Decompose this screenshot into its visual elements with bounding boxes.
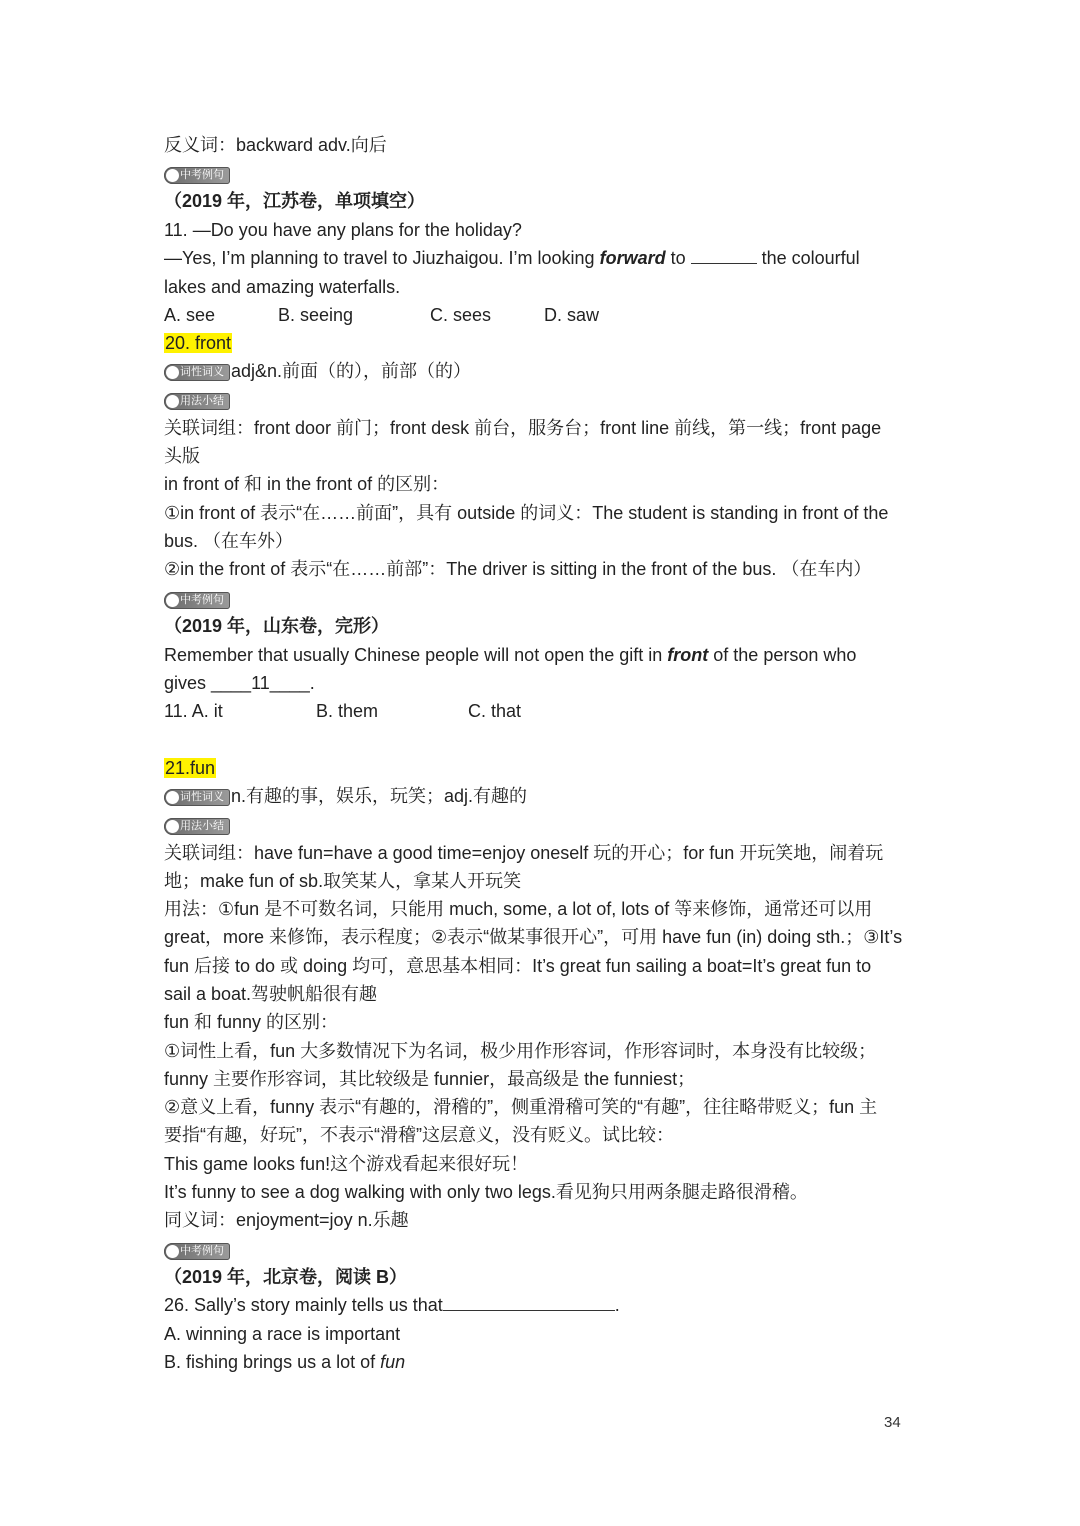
pos-tag: 词性词义 [164,789,230,806]
body-line: ①词性上看，fun 大多数情况下为名词，极少用作形容词，作形容词时，本身没有比较级； [164,1041,877,1061]
exam-example-tag: 中考例句 [164,167,230,184]
exam-source: （2019 年，山东卷，完形） [164,616,390,636]
body-line: 头版 [164,446,200,466]
text-span: 26. Sally’s story mainly tells us that [164,1295,443,1315]
pos-line [164,357,924,385]
body-line: 关联词组：have fun=have a good time=enjoy oneself 玩的开心；for fun 开玩笑地，闹着玩 [164,843,884,863]
option: C. sees [430,305,492,325]
body-line: ②意义上看，funny 表示“有趣的，滑稽的”，侧重滑稽可笑的“有趣”，往往略带贬义；fun 主 [164,1097,878,1117]
word-heading [164,754,924,782]
antonym-line: 反义词：backward adv.向后 [164,135,387,155]
exam-tag-row [164,585,924,613]
option [164,1348,924,1376]
body-line: fun 后接 to do 或 doing 均可，意思基本相同：It’s great fun sailing a boat=It’s great fun to [164,956,872,976]
body-line: fun 和 funny 的区别： [164,1012,339,1032]
body-line: ①in front of 表示“在……前面”，具有 outside 的词义：The student is standing in front of the [164,503,889,523]
exam-source: （2019 年，江苏卷，单项填空） [164,191,426,211]
option: A. winning a race is important [164,1324,401,1344]
options-row [164,697,924,725]
question-line [164,244,924,272]
body-line: It’s funny to see a dog walking with only two legs.看见狗只用两条腿走路很滑稽。 [164,1182,808,1202]
usage-tag: 用法小结 [164,818,230,835]
body-line: bus. （在车外） [164,531,294,551]
page-number: 34 [884,1414,901,1431]
question-line: 11. —Do you have any plans for the holiday? [164,220,522,240]
option: B. them [316,701,379,721]
answer-blank [691,245,757,264]
question-line: gives ____11____. [164,673,315,693]
options-row [164,301,924,329]
option: D. saw [544,305,600,325]
body-line: in front of 和 in the front of 的区别： [164,474,450,494]
body-line: 用法：①fun 是不可数名词，只能用 much, some, a lot of, lots of 等来修饰，通常还可以用 [164,899,873,919]
exam-example-tag: 中考例句 [164,592,230,609]
option: A. see [164,305,216,325]
body-line: 要指“有趣，好玩”，不表示“滑稽”这层意义，没有贬义。试比较： [164,1125,674,1145]
text-span: Remember that usually Chinese people will not open the gift in [164,645,668,665]
synonym-line: 同义词：enjoyment=joy n.乐趣 [164,1210,409,1230]
usage-tag: 用法小结 [164,393,230,410]
emphasized-word: fun [380,1352,406,1372]
body-line: ②in the front of 表示“在……前部”：The driver is sitting in the front of the bus. （在车内） [164,559,872,579]
emphasized-word: forward [599,248,666,268]
usage-tag-row [164,386,924,414]
body-line: funny 主要作形容词，其比较级是 funnier，最高级是 the funniest； [164,1069,696,1089]
body-line: great，more 来修饰，表示程度；②表示“做某事很开心”，可用 have fun (in) doing sth.；③It’s [164,927,903,947]
exam-source: （2019 年，北京卷，阅读 B） [164,1267,408,1287]
text-span: B. fishing brings us a lot of [164,1352,381,1372]
word-heading-text: 21.fun [165,758,216,778]
option: 11. A. it [164,701,223,721]
question-line [164,641,924,669]
emphasized-word: front [667,645,709,665]
option: C. that [468,701,522,721]
body-line: 地；make fun of sb.取笑某人，拿某人开玩笑 [164,871,522,891]
body-line: sail a boat.驾驶帆船很有趣 [164,984,378,1004]
question-line [164,1291,924,1319]
text-span: —Yes, I’m planning to travel to Jiuzhaigou. I’m looking [164,248,600,268]
text-span: of the person who [708,645,857,665]
word-heading-text: 20. front [165,333,232,353]
answer-blank [443,1292,615,1311]
body-line: 关联词组：front door 前门；front desk 前台，服务台；front line 前线，第一线；front page [164,418,882,438]
usage-tag-row [164,811,924,839]
text-span: n.有趣的事，娱乐，玩笑；adj.有趣的 [231,786,528,806]
word-heading [164,329,924,357]
exam-tag-row [164,160,924,188]
pos-tag: 词性词义 [164,364,230,381]
text-span: . [614,1295,620,1315]
text-span: the colourful [756,248,860,268]
body-line: This game looks fun!这个游戏看起来很好玩！ [164,1154,529,1174]
exam-example-tag: 中考例句 [164,1243,230,1260]
exam-tag-row [164,1236,924,1264]
text-span: adj&n.前面（的），前部（的） [231,361,472,381]
question-line: lakes and amazing waterfalls. [164,277,401,297]
pos-line [164,782,924,810]
option: B. seeing [278,305,354,325]
text-span: to [665,248,691,268]
